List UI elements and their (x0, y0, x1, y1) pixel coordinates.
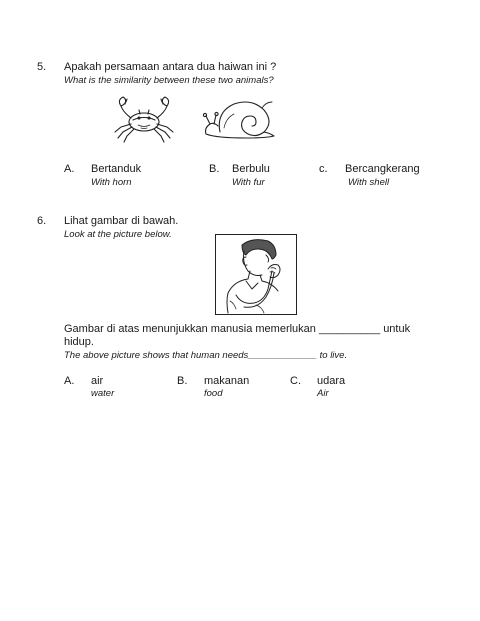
picture-frame (215, 234, 297, 315)
option-b-text[interactable]: Berbulu (232, 163, 270, 175)
option-c-letter: c. (319, 163, 328, 175)
crab-illustration (106, 94, 182, 148)
question-text-malay: Lihat gambar di bawah. (64, 215, 179, 227)
question-text-english: Look at the picture below. (64, 229, 172, 240)
option-a-letter: A. (64, 375, 75, 387)
question-text-malay: Apakah persamaan antara dua haiwan ini ? (64, 61, 277, 73)
option-b-letter: B. (177, 375, 188, 387)
option-b-english: With fur (232, 177, 265, 188)
option-a-english: water (91, 388, 115, 399)
question-number: 6. (37, 215, 47, 227)
question-number: 5. (37, 61, 47, 73)
statement-malay-line-2: hidup. (64, 336, 94, 348)
statement-english: The above picture shows that human needs_____________ to live. (64, 350, 348, 361)
statement-malay-line-1: Gambar di atas menunjukkan manusia memerlukan __________ untuk (64, 323, 411, 335)
question-text-english: What is the similarity between these two animals? (64, 75, 274, 86)
option-b-english: food (204, 388, 223, 399)
option-a-english: With horn (91, 177, 132, 188)
option-c-text[interactable]: Bercangkerang (345, 163, 420, 175)
option-c-letter: C. (290, 375, 301, 387)
option-a-text[interactable]: Bertanduk (91, 163, 142, 175)
snail-illustration (200, 98, 282, 144)
option-b-letter: B. (209, 163, 220, 175)
option-c-english: With shell (348, 177, 390, 188)
option-a-letter: A. (64, 163, 75, 175)
option-a-text[interactable]: air (91, 375, 104, 387)
option-c-text[interactable]: udara (317, 375, 346, 387)
person-eating-illustration (216, 235, 296, 314)
option-c-english: Air (317, 388, 329, 399)
option-b-text[interactable]: makanan (204, 375, 250, 387)
